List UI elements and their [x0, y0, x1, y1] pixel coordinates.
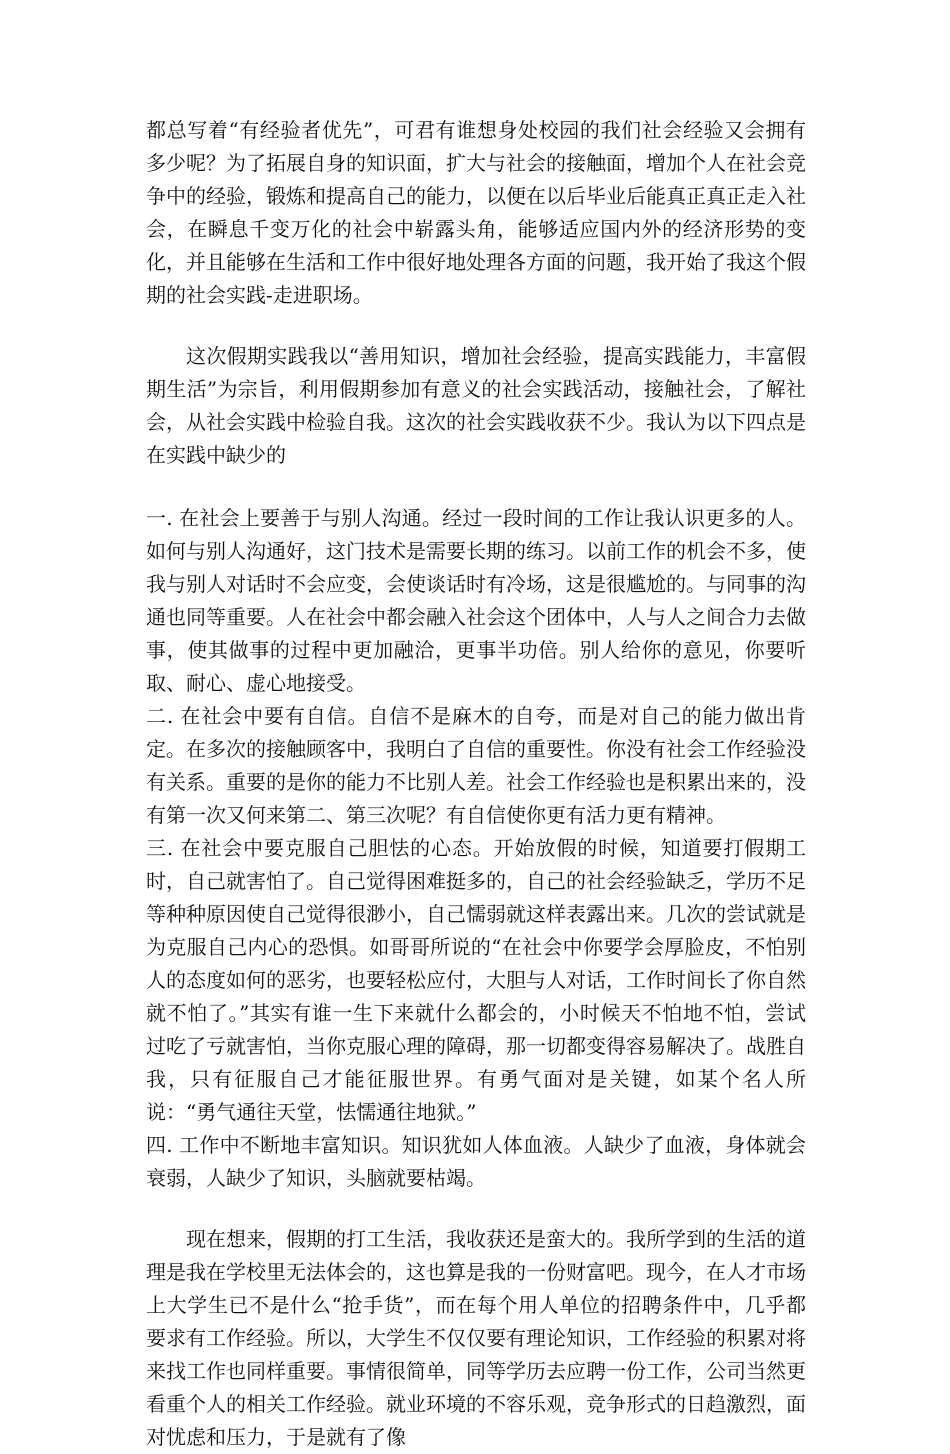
- paragraph-point-4: 四. 工作中不断地丰富知识。知识犹如人体血液。人缺少了血液，身体就会衰弱，人缺少了知识，头脑就要枯竭。: [146, 1133, 806, 1190]
- paragraph-point-1: 一. 在社会上要善于与别人沟通。经过一段时间的工作让我认识更多的人。如何与别人沟通好，这门技术是需要长期的练习。以前工作的机会不多，使我与别人对话时不会应变，会使谈话时有冷场，这是很尴尬的。与同事的沟通也同等重要。人在社会中都会融入社会这个团体中，人与人之间合力去做事，使其做事的过程中更加融洽，更事半功倍。别人给你的意见，你要听取、耐心、虚心地接受。: [146, 506, 806, 695]
- paragraph-point-2: 二. 在社会中要有自信。自信不是麻木的自夸，而是对自己的能力做出肯定。在多次的接触顾客中，我明白了自信的重要性。你没有社会工作经验没有关系。重要的是你的能力不比别人差。社会工作经验也是积累出来的，没有第一次又何来第二、第三次呢？有自信使你更有活力更有精神。: [146, 704, 806, 827]
- document-body: [146, 114, 806, 1454]
- paragraph-purpose: 这次假期实践我以“善用知识，增加社会经验，提高实践能力，丰富假期生活”为宗旨，利用假期参加有意义的社会实践活动，接触社会，了解社会，从社会实践中检验自我。这次的社会实践收获不少。我认为以下四点是在实践中缺少的: [146, 344, 806, 467]
- paragraph-reflection: 现在想来，假期的打工生活，我收获还是蛮大的。我所学到的生活的道理是我在学校里无法体会的，这也算是我的一份财富吧。现今，在人才市场上大学生已不是什么“抢手货”，而在每个用人单位的招聘条件中，几乎都要求有工作经验。所以，大学生不仅仅要有理论知识，工作经验的积累对将来找工作也同样重要。事情很简单，同等学历去应聘一份工作，公司当然更看重个人的相关工作经验。就业环境的不容乐观，竞争形式的日趋激烈，面对忧虑和压力，于是就有了像: [146, 1227, 806, 1449]
- paragraph-point-3: 三. 在社会中要克服自己胆怯的心态。开始放假的时候，知道要打假期工时，自己就害怕了。自己觉得困难挺多的，自己的社会经验缺乏，学历不足等种种原因使自己觉得很渺小，自己懦弱就这样表露出来。几次的尝试就是为克服自己内心的恐惧。如哥哥所说的“在社会中你要学会厚脸皮，不怕别人的态度如何的恶劣，也要轻松应付，大胆与人对话，工作时间长了你自然就不怕了。”其实有谁一生下来就什么都会的，小时候天不怕地不怕，尝试过吃了亏就害怕，当你克服心理的障碍，那一切都变得容易解决了。战胜自我，只有征服自己才能征服世界。有勇气面对是关键，如某个名人所说：“勇气通往天堂，怯懦通往地狱。”: [146, 836, 806, 1124]
- paragraph-intro: 都总写着“有经验者优先”，可君有谁想身处校园的我们社会经验又会拥有多少呢？为了拓展自身的知识面，扩大与社会的接触面，增加个人在社会竞争中的经验，锻炼和提高自己的能力，以便在以后毕业后能真正真正走入社会，在瞬息千变万化的社会中崭露头角，能够适应国内外的经济形势的变化，并且能够在生活和工作中很好地处理各方面的问题，我开始了我这个假期的社会实践-走进职场。: [146, 118, 806, 307]
